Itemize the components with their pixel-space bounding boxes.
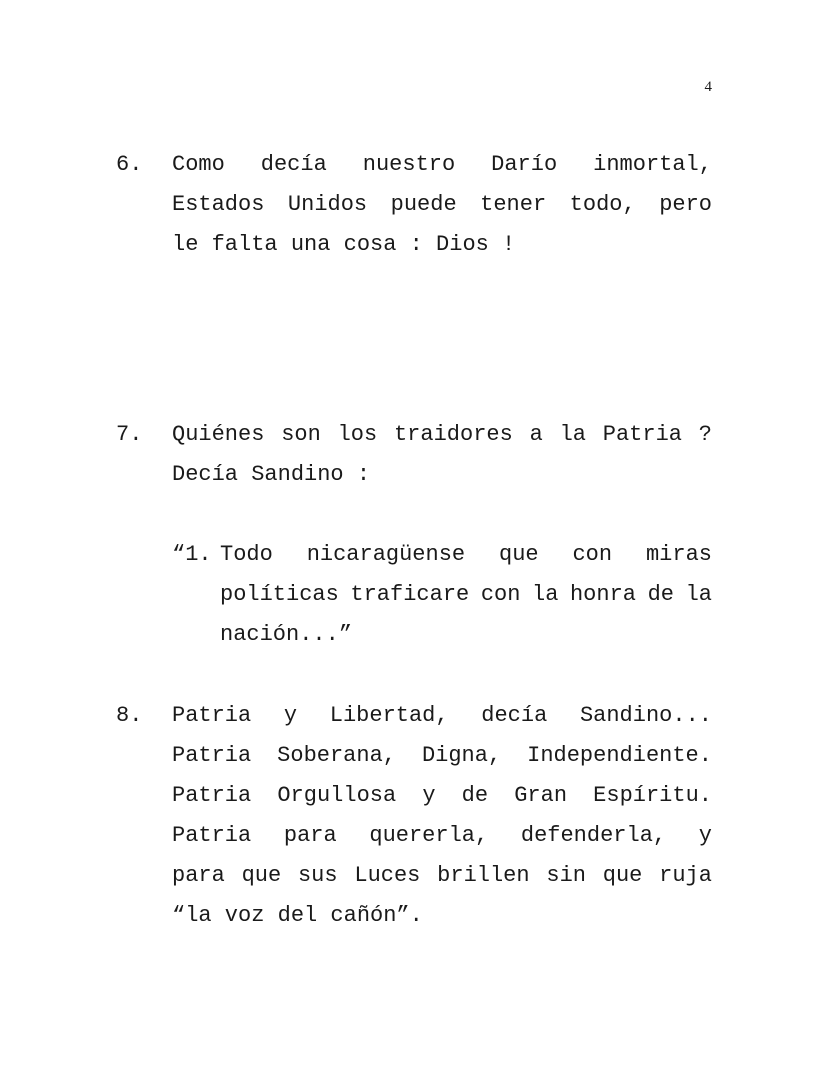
word: que bbox=[602, 863, 643, 888]
item-text bbox=[172, 415, 712, 495]
word: políticas bbox=[220, 582, 339, 607]
word: tener bbox=[480, 192, 547, 217]
word: Luces bbox=[354, 863, 421, 888]
word: Patria bbox=[172, 743, 252, 768]
word: son bbox=[281, 422, 321, 447]
text-line bbox=[172, 776, 712, 816]
list-item-8 bbox=[116, 696, 712, 936]
text-line bbox=[220, 575, 712, 615]
word: decía bbox=[481, 703, 548, 728]
text-line: le falta una cosa : Dios ! bbox=[172, 232, 516, 257]
text-line: “la voz del cañón”. bbox=[172, 903, 423, 928]
word: Orgullosa bbox=[277, 783, 397, 808]
word: Patria bbox=[172, 823, 252, 848]
word: Digna, bbox=[421, 743, 502, 768]
word: miras bbox=[645, 542, 712, 567]
word: para bbox=[283, 823, 337, 848]
text-line bbox=[172, 415, 712, 455]
word: nicaragüense bbox=[306, 542, 466, 567]
quote-item-1 bbox=[172, 535, 712, 655]
word: de bbox=[461, 783, 489, 808]
word: honra bbox=[569, 582, 636, 607]
word: traidores bbox=[393, 422, 513, 447]
word: de bbox=[647, 582, 674, 607]
word: Soberana, bbox=[277, 743, 396, 768]
word: Darío bbox=[491, 152, 558, 177]
word: nuestro bbox=[362, 152, 456, 177]
word: Unidos bbox=[287, 192, 368, 217]
text-line bbox=[172, 856, 712, 896]
text-line bbox=[172, 185, 712, 225]
list-item-7 bbox=[116, 415, 712, 495]
word: pero bbox=[659, 192, 712, 217]
word: que bbox=[499, 542, 539, 567]
word: Quiénes bbox=[172, 422, 265, 447]
text-line bbox=[172, 816, 712, 856]
word: la bbox=[559, 422, 586, 447]
word: puede bbox=[390, 192, 457, 217]
word: traficare bbox=[350, 582, 470, 607]
word: inmortal, bbox=[593, 152, 712, 177]
word: Estados bbox=[172, 192, 265, 217]
word: los bbox=[337, 422, 378, 447]
word: y bbox=[422, 783, 436, 808]
word: Gran bbox=[514, 783, 568, 808]
word: la bbox=[532, 582, 559, 607]
word: decía bbox=[260, 152, 327, 177]
word: a bbox=[529, 422, 543, 447]
word: todo, bbox=[569, 192, 636, 217]
item-text bbox=[172, 145, 712, 265]
text-line: Decía Sandino : bbox=[172, 462, 371, 487]
text-line bbox=[220, 535, 712, 575]
word: la bbox=[685, 582, 712, 607]
word: con bbox=[480, 582, 521, 607]
word: Patria bbox=[602, 422, 682, 447]
word: Patria bbox=[172, 783, 252, 808]
word: quererla, bbox=[369, 823, 489, 848]
word: y bbox=[698, 823, 712, 848]
word: Patria bbox=[172, 703, 252, 728]
word: brillen bbox=[437, 863, 530, 888]
word: Espíritu. bbox=[593, 783, 712, 808]
text-line: nación...” bbox=[220, 622, 353, 647]
item-number: “1. bbox=[172, 542, 212, 567]
text-line bbox=[172, 736, 712, 776]
word: que bbox=[241, 863, 282, 888]
item-number: 7. bbox=[116, 422, 143, 447]
word: sus bbox=[297, 863, 338, 888]
word: Como bbox=[172, 152, 225, 177]
word: ruja bbox=[659, 863, 712, 888]
word: Libertad, bbox=[329, 703, 449, 728]
word: Independiente. bbox=[527, 743, 712, 768]
item-text bbox=[172, 696, 712, 936]
word: con bbox=[572, 542, 613, 567]
word: sin bbox=[546, 863, 586, 888]
word: Sandino... bbox=[579, 703, 712, 728]
word: para bbox=[172, 863, 225, 888]
word: ? bbox=[698, 422, 712, 447]
page-number: 4 bbox=[704, 79, 712, 95]
text-line bbox=[172, 145, 712, 185]
word: Todo bbox=[220, 542, 273, 567]
word: y bbox=[283, 703, 298, 728]
item-number: 8. bbox=[116, 703, 143, 728]
list-item-6 bbox=[116, 145, 712, 265]
item-text bbox=[220, 535, 712, 655]
text-line bbox=[172, 696, 712, 736]
word: defenderla, bbox=[520, 823, 667, 848]
item-number: 6. bbox=[116, 152, 143, 177]
